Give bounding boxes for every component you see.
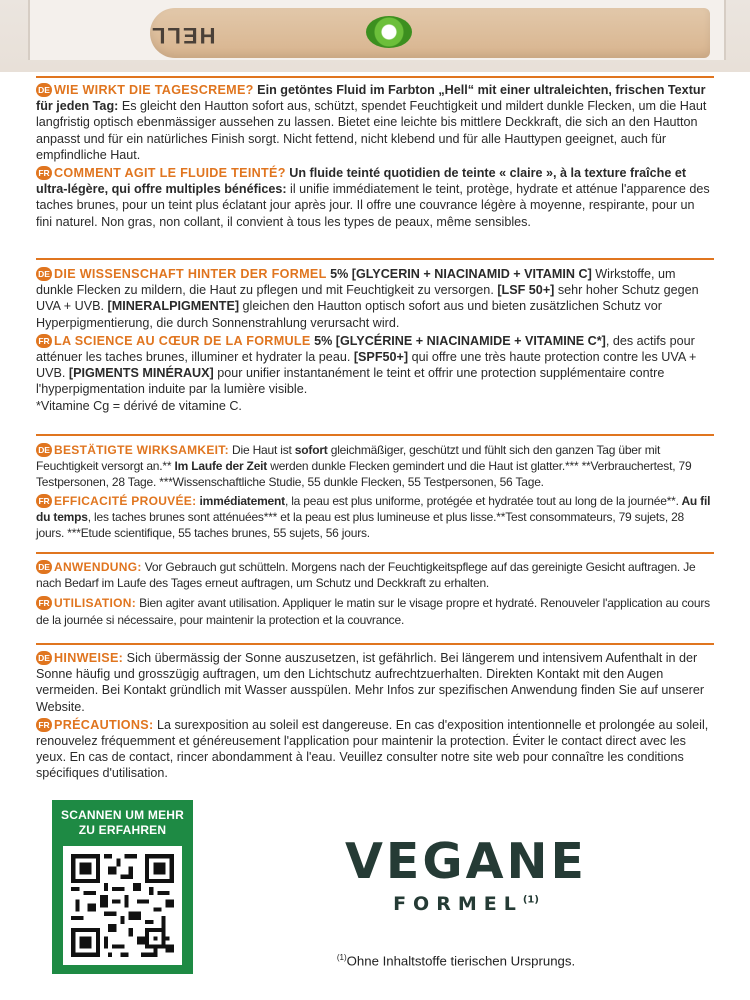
paragraph-de xyxy=(36,559,714,591)
fr-flag-icon: FR xyxy=(36,596,52,610)
product-image xyxy=(0,0,750,72)
vegan-marker: (1) xyxy=(522,894,539,906)
lead-de: Ein getöntes Fluid im Farbton „Hell“ mit einer ultraleichten, frischen Textur für jeden Tag: xyxy=(36,83,706,114)
vegan-subtitle-text: FORMEL xyxy=(393,893,523,915)
spf-fr: [SPF50+] xyxy=(350,350,409,365)
lead-fr: Un fluide teinté quotidien de teinte « claire », à la texture fraîche et ultra-légère, qui offre multiples bénéfices: xyxy=(36,166,687,197)
heading-fr: LA SCIENCE AU CŒUR DE LA FORMULE xyxy=(54,333,311,348)
ingredients-fr: 5% [GLYCÉRINE + NIACINAMIDE + VITAMINE C*] xyxy=(310,333,606,348)
body-fr: La surexposition au soleil est dangereuse. En cas d'exposition intentionnelle et prolongée au soleil, renouvelez fréquemment et généreusement l'application pour maintenir la protection. Éviter le contact direct avec les yeux. En cas de contact, rincer abondamment à l'eau. Veuillez consulter notre site web pour connaître les conditions spécifiques d'utilisation. xyxy=(36,717,709,781)
paragraph-fr xyxy=(36,717,714,782)
paragraph-fr xyxy=(36,493,714,542)
text-fr-1: , des actifs pour atténuer les taches brunes, illuminer et hydrater la peau. xyxy=(36,333,695,365)
paragraph-fr xyxy=(36,165,714,230)
body-de: Es gleicht den Hautton sofort aus, schützt, spendet Feuchtigkeit und mildert dunkle Flecken, um die Haut langfristig optisch ebenmässiger aussehen zu lassen. Bietet eine leichte bis mittlere Deckkraft, die sich an den Hautton anpasst und für ein natürliches Finish sorgt. Nicht fettend, nicht klebend und für alle Hauttypen geeignet, auch für empfindliche Haut. xyxy=(36,99,707,162)
vegan-footnote xyxy=(296,953,616,968)
text-fr-2: qui offre une très haute protection contre les UVA + UVB. xyxy=(36,350,697,381)
fr-flag-icon: FR xyxy=(36,718,52,732)
section-usage xyxy=(36,552,714,628)
vegan-title: VEGANE xyxy=(344,833,588,890)
heading-de: DIE WISSENSCHAFT HINTER DER FORMEL xyxy=(54,267,327,281)
fr-flag-icon: FR xyxy=(36,166,52,180)
heading-de: ANWENDUNG: xyxy=(54,560,142,574)
heading-de: WIE WIRKT DIE TAGESCREME? xyxy=(54,83,254,97)
fr-flag-icon: FR xyxy=(36,494,52,508)
paragraph-de xyxy=(36,650,714,715)
paragraph-de xyxy=(36,266,714,331)
pigments-fr: [PIGMENTS MINÉRAUX] xyxy=(65,366,214,381)
heading-fr: EFFICACITÉ PROUVÉE: xyxy=(54,493,197,508)
shade-label: HELL xyxy=(150,23,216,48)
de-flag-icon: DE xyxy=(36,443,52,457)
emph-de-2: Im Laufe der Zeit xyxy=(171,459,268,474)
footnote-text: Ohne Inhaltstoffe tierischen Ursprungs. xyxy=(346,953,576,969)
fr-flag-icon: FR xyxy=(36,334,52,348)
footnote-marker: (1) xyxy=(336,953,347,962)
text-de-3: gleichen den Hautton optisch sofort aus und bieten zusätzlichen Schutz vor Hyperpigmentierung, die durch Sonnenstrahlung verursacht wird. xyxy=(36,299,662,330)
emph-fr-1: immédiatement xyxy=(196,493,285,508)
body-fr: il unifie immédiatement le teint, protège, hydrate et atténue l'apparence des taches brunes, pour un teint plus éclatant jour après jour. Il offre une couvrance légère à moyenne, respirante, pour un fini naturel. Non gras, non collant, il convient à tous les types de peaux, même sensibles. xyxy=(36,182,710,229)
qr-code-panel xyxy=(52,800,193,974)
de-flag-icon: DE xyxy=(36,651,52,665)
text-de-3: werden dunkle Flecken gemindert und die Haut ist glatter.*** **Verbrauchertest, 79 Testpersonen, 28 Tage. ***Wissenschaftliche Studie, 55 dunkle Flecken, 55 Testpersonen, 56 Tage. xyxy=(36,459,692,490)
text-de-1: Die Haut ist xyxy=(228,443,295,457)
section-efficacy xyxy=(36,434,714,541)
de-flag-icon: DE xyxy=(36,560,52,574)
text-fr-3: pour unifier instantanément le teint et offrir une protection supplémentaire contre l'hyperpigmentation induite par la lumière visible. xyxy=(36,366,665,397)
paragraph-fr xyxy=(36,333,714,414)
spf-de: [LSF 50+] xyxy=(493,283,555,298)
body-de: Vor Gebrauch gut schütteln. Morgens nach der Feuchtigkeitspflege auf das gereinigte Gesicht auftragen. Je nach Bedarf im Laufe des Tages erneut auftragen, um Schutz und Deckkraft zu erhalten. xyxy=(36,560,696,591)
section-science xyxy=(36,258,714,414)
text-de-1: Wirkstoffe, um dunkle Flecken zu mildern, die Haut zu pflegen und mit Feuchtigkeit zu versorgen. xyxy=(36,267,676,298)
text-de-2: sehr hoher Schutz gegen UVA + UVB. xyxy=(36,283,699,314)
vegan-formula-badge xyxy=(316,835,616,915)
de-flag-icon: DE xyxy=(36,83,52,97)
brand-logo-icon xyxy=(366,16,412,48)
paragraph-fr xyxy=(36,595,714,627)
heading-fr: PRÉCAUTIONS: xyxy=(54,717,154,732)
body-fr: Bien agiter avant utilisation. Appliquer le matin sur le visage propre et hydraté. Renouveler l'application au cours de la journée si nécessaire, pour maintenir la protection et la couvrance. xyxy=(36,596,710,627)
qr-title: SCANNEN UM MEHR ZU ERFAHREN xyxy=(61,808,184,837)
text-fr-2: , les taches brunes sont atténuées*** et la peau est plus lumineuse et plus lisse.**Test consommateurs, 79 sujets, 28 jours. ***Etude scientifique, 55 taches brunes, 55 sujets, 56 jours. xyxy=(36,509,685,541)
emph-de-1: sofort xyxy=(294,443,328,457)
vegan-subtitle xyxy=(316,893,616,915)
heading-de: HINWEISE: xyxy=(54,651,124,665)
paragraph-de xyxy=(36,442,714,491)
section-description xyxy=(36,76,714,230)
heading-fr: UTILISATION: xyxy=(54,596,137,611)
de-flag-icon: DE xyxy=(36,267,52,281)
paragraph-de xyxy=(36,82,714,163)
text-de-2: gleichmäßiger, geschützt und fühlt sich den ganzen Tag über mit Feuchtigkeit versorgt an.** xyxy=(36,443,661,474)
ingredients-de: 5% [GLYCERIN + NIACINAMID + VITAMIN C] xyxy=(326,267,592,281)
shade-swatch xyxy=(150,8,710,58)
vitamin-footnote: *Vitamine Cg = dérivé de vitamine C. xyxy=(36,398,242,413)
heading-fr: COMMENT AGIT LE FLUIDE TEINTÉ? xyxy=(54,166,286,181)
heading-de: BESTÄTIGTE WIRKSAMKEIT: xyxy=(54,443,229,457)
body-de: Sich übermässig der Sonne auszusetzen, ist gefährlich. Bei längerem und intensivem Aufenthalt in der Sonne häufig und grosszügig auftragen, um den Lichtschutz aufrechtzuerhalten. Direkten Kontakt mit den Augen vermeiden. Bei Kontakt gründlich mit Wasser ausspülen. Mehr Infos zur spezifischen Anwendung finden Sie auf unserer Website. xyxy=(36,651,705,714)
pigments-de: [MINERALPIGMENTE] xyxy=(104,299,240,314)
qr-code-icon[interactable] xyxy=(63,846,182,965)
section-precautions xyxy=(36,643,714,782)
text-fr-1: , la peau est plus uniforme, protégée et hydratée tout au long de la journée**. xyxy=(284,493,679,508)
emph-fr-2: Au fil du temps xyxy=(36,493,711,524)
